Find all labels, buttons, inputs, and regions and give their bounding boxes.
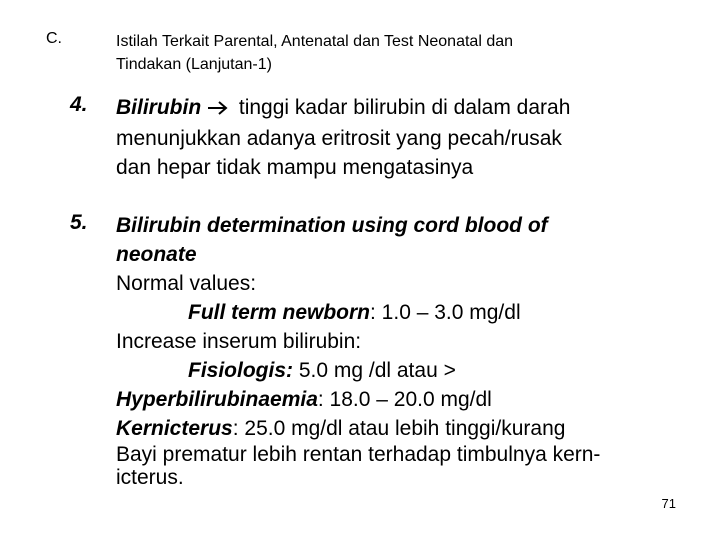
item-4-number: 4. (70, 93, 88, 116)
item-4-line-2: menunjukkan adanya eritrosit yang pecah/rusak (116, 127, 562, 150)
item-5-number: 5. (70, 211, 88, 234)
section-title (116, 30, 676, 76)
fisiologis-label: Fisiologis: (188, 359, 293, 382)
bilirubin-term: Bilirubin (116, 96, 202, 119)
kernicterus-label: Kernicterus (116, 417, 233, 440)
item-5-heading-line-1: Bilirubin determination using cord blood of (116, 214, 548, 237)
item-5-text (116, 211, 706, 489)
normal-values-label: Normal values: (116, 272, 257, 295)
item-4-definition: tinggi kadar bilirubin di dalam darah (238, 96, 571, 119)
kernicterus-row (116, 414, 706, 443)
page-number: 71 (661, 496, 676, 511)
full-term-value: : 1.0 – 3.0 mg/dl (370, 301, 521, 324)
right-arrow-icon (207, 95, 233, 124)
fisiologis-row (116, 356, 706, 385)
full-term-label: Full term newborn (188, 301, 371, 324)
fisiologis-value: 5.0 mg /dl atau > (293, 359, 456, 382)
hyper-row (116, 385, 706, 414)
item-4-text (116, 93, 696, 182)
item-4-line-1 (116, 93, 696, 124)
item-5-heading-line-2: neonate (116, 243, 197, 266)
section-title-line-1: Istilah Terkait Parental, Antenatal dan Test Neonatal dan (116, 33, 514, 50)
kernicterus-value: : 25.0 mg/dl atau lebih tinggi/kurang (232, 417, 566, 440)
increase-label: Increase inserum bilirubin: (116, 330, 362, 353)
item-4-line-3: dan hepar tidak mampu mengatasinya (116, 156, 474, 179)
section-letter: C. (46, 30, 62, 47)
hyper-value: : 18.0 – 20.0 mg/dl (317, 388, 492, 411)
premature-line-2: icterus. (116, 466, 184, 489)
section-title-line-2: Tindakan (Lanjutan-1) (116, 56, 272, 73)
premature-line-1: Bayi prematur lebih rentan terhadap timbulnya kern- (116, 443, 601, 466)
hyper-label: Hyperbilirubinaemia (116, 388, 318, 411)
full-term-row (116, 298, 706, 327)
